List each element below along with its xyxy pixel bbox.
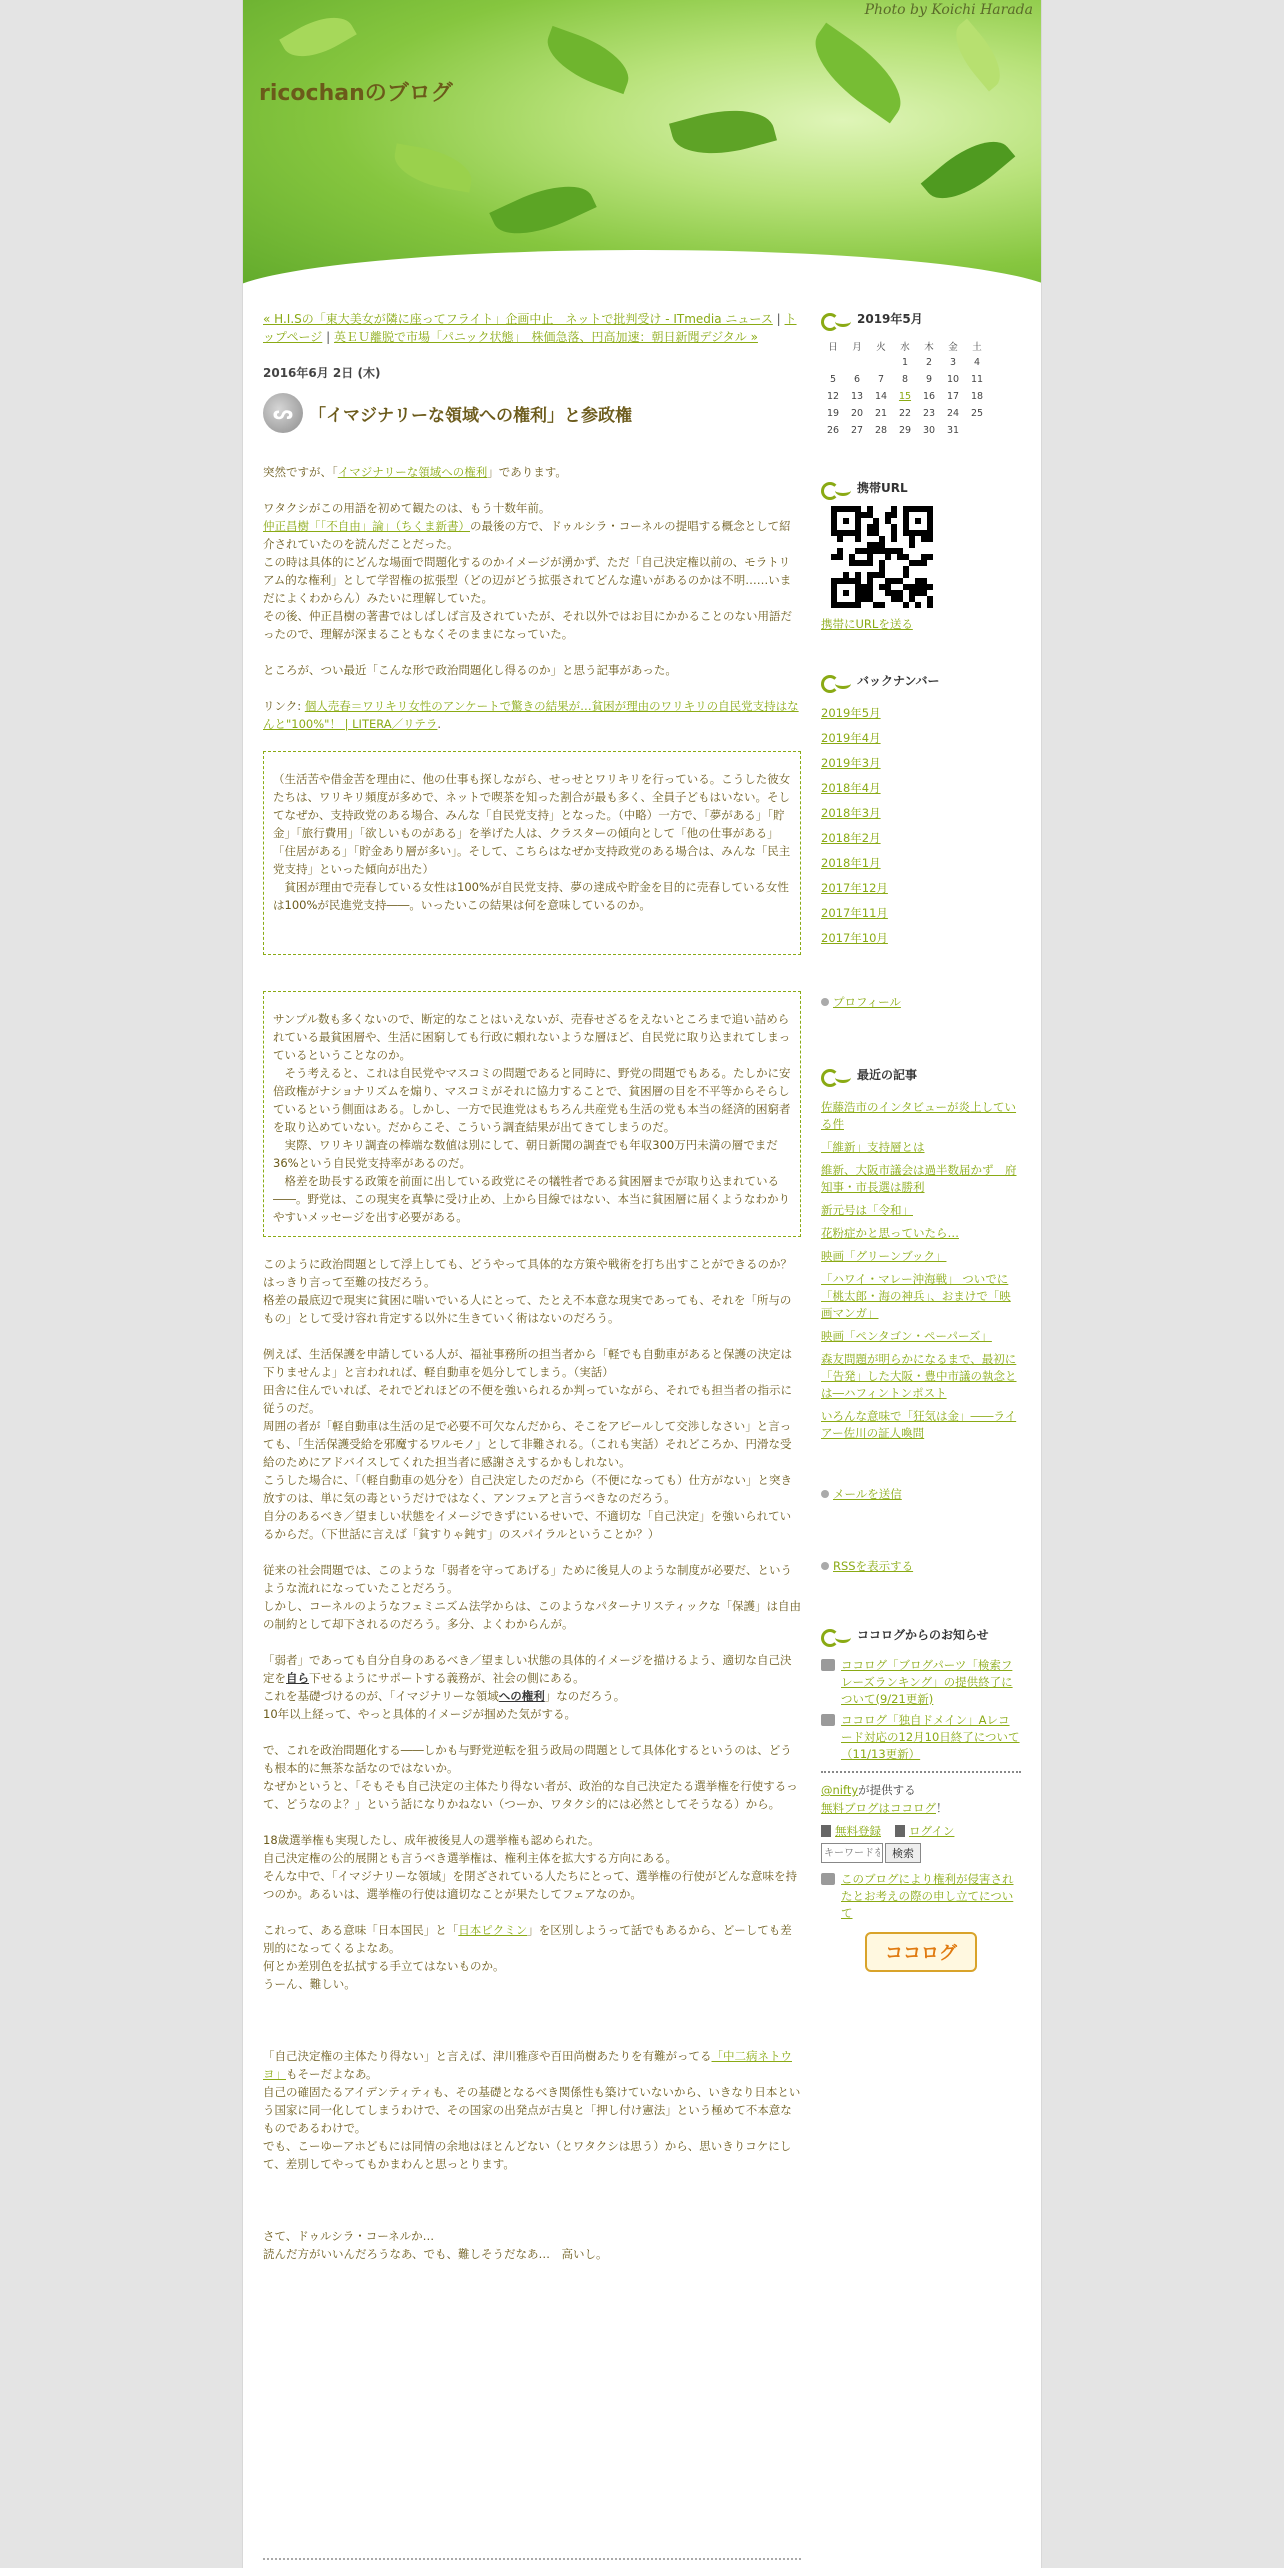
leaf-decoration xyxy=(539,26,637,94)
text: この時は具体的にどんな場面で問題化するのかイメージが湧かず、ただ「自己決定権以前の、モラトリアム的な権利」として学習権の拡張型（どの辺がどう拡張されてどんな違いがあるのかは不明……いまだによくわからん）みたいに理解していた。 xyxy=(263,555,792,605)
emphasis: への権利 xyxy=(498,1689,545,1703)
swirl-icon xyxy=(821,480,853,496)
calendar xyxy=(821,310,1021,439)
paragraph xyxy=(263,697,801,733)
calendar-day xyxy=(965,422,989,439)
leaf-decoration xyxy=(921,126,1016,214)
news-item xyxy=(821,1712,1021,1763)
calendar-table xyxy=(821,337,989,439)
quote-text: （生活苦や借金苦を理由に、他の仕事も探しながら、せっせとワリキリを行っている。こうした彼女たちは、ワリキリ頻度が多めで、ネットで喫茶を知った割合が最も多く、全員子どもはいない。そしてなぜか、支持政党のある場合、みんな「自民党支持」となった。（中略）一方で、「夢がある」「貯金」「旅行費用」「欲しいものがある」を挙げた人は、クラスターの傾向として「他の仕事がある」「住居がある」「貯金あり層が多い」。そして、こちらはなぜか支持政党のある場合は、みんな「民主党支持」といった傾向が出た） xyxy=(273,772,791,876)
calendar-week xyxy=(821,405,989,422)
login-link[interactable]: ログイン xyxy=(909,1824,955,1838)
recent-entry-link[interactable]: 森友問題が明らかになるまで、最初に「告発」した大阪・豊中市議の執念とは―ハフィントンポスト xyxy=(821,1352,1017,1400)
imaginary-domain-link[interactable]: イマジナリーな領域への権利 xyxy=(337,465,488,479)
calendar-day-today[interactable]: 15 xyxy=(898,391,912,402)
news-item xyxy=(821,1657,1021,1708)
bullet-icon xyxy=(821,1562,829,1570)
paragraph xyxy=(263,2227,801,2263)
send-mail-link[interactable]: メールを送信 xyxy=(833,1487,902,1501)
text: . xyxy=(437,717,442,731)
pikmin-link[interactable]: 日本ピクミン xyxy=(458,1923,528,1937)
calendar-day xyxy=(869,354,893,371)
bullet-icon xyxy=(821,1490,829,1498)
calendar-day: 5 xyxy=(829,374,837,385)
text: ワタクシがこの用語を初めて観たのは、もう十数年前。 xyxy=(263,501,551,515)
backnumber-list xyxy=(821,705,1021,946)
text: 「弱者」であっても自分自身のあるべき／望ましい状態の具体的イメージを描けるよう、適切な自己決定を xyxy=(263,1653,792,1685)
weekday: 日 xyxy=(828,341,838,353)
search-button[interactable]: 検索 xyxy=(885,1843,921,1863)
backnumber-item[interactable]: 2017年10月 xyxy=(821,931,888,945)
text: 周囲の者が「軽自動車は生活の足で必要不可欠なんだから、そこをアピールして交渉しなさい」と言っても、「生活保護受給を邪魔するワルモノ」として非難される。（これも実話）それどころか、円滑な受給のためにアドバイスしてくれた担当者に感謝さえするかもしれない。 xyxy=(263,1419,792,1469)
text: 田舎に住んでいれば、それでどれほどの不便を強いられるか判っていながら、それでも担当者の指示に従うのだ。 xyxy=(263,1383,792,1415)
prev-entry-link[interactable]: « H.I.Sの「東大美女が隣に座ってフライト」企画中止 ネットで批判受け - ITmedia ニュース xyxy=(263,312,773,326)
calendar-day: 13 xyxy=(850,391,864,402)
swirl-icon xyxy=(821,1627,853,1643)
calendar-day: 14 xyxy=(874,391,888,402)
qr-module xyxy=(927,602,933,608)
text: 読んだ方がいいんだろうなあ、でも、難しそうだなあ… 高いし。 xyxy=(263,2247,608,2261)
entry-footer-divider xyxy=(263,2558,801,2560)
next-entry-link[interactable]: 英ＥＵ離脱で市場「パニック状態」 株価急落、円高加速：朝日新聞デジタル » xyxy=(333,330,758,344)
text: ！ xyxy=(936,1801,948,1815)
calendar-day: 10 xyxy=(946,374,960,385)
calendar-week xyxy=(821,371,989,388)
paragraph xyxy=(263,1921,801,1993)
text: 」であります。 xyxy=(487,465,567,479)
backnumber-item[interactable]: 2018年3月 xyxy=(821,806,881,820)
backnumber-heading xyxy=(821,672,1021,689)
calendar-day: 18 xyxy=(970,391,984,402)
recent-entry-link[interactable]: 花粉症かと思っていたら… xyxy=(821,1226,959,1240)
leaf-decoration xyxy=(279,5,357,69)
calendar-day: 26 xyxy=(826,425,840,436)
login-icon xyxy=(895,1825,905,1837)
text: なぜかというと、「そもそも自己決定の主体たり得ない者が、政治的な自己決定たる選挙権を行使するって、どうなのよ？」という話になりかねない（つーか、ワタクシ的には必然としてそうなる）から。 xyxy=(263,1779,798,1811)
calendar-day: 16 xyxy=(922,391,936,402)
nifty-link[interactable]: @nifty xyxy=(821,1783,859,1797)
cocolog-news-list xyxy=(821,1657,1021,1763)
calendar-title: 2019年5月 xyxy=(857,312,923,326)
text: もそーだよなあ。 xyxy=(286,2067,378,2081)
weekday: 金 xyxy=(948,341,958,353)
calendar-weekdays xyxy=(821,337,989,354)
blockquote xyxy=(263,991,801,1237)
mail-row xyxy=(821,1486,1021,1502)
quote-text: 格差を助長する政策を前面に出している政党にその犠牲者である貧困層までが取り込まれている――。野党は、この現実を真摯に受け止め、上から目線ではない、本当に貧困層に届くようなわかりやすいメッセージを出す必要がある。 xyxy=(273,1174,791,1224)
account-row xyxy=(821,1823,1021,1839)
bullet-icon xyxy=(821,998,829,1006)
calendar-day: 4 xyxy=(973,357,981,368)
paragraph xyxy=(263,499,801,643)
cocolog-logo[interactable]: ココログ xyxy=(865,1932,977,1972)
spacer xyxy=(263,2029,801,2047)
news-link[interactable]: ココログ「独自ドメイン」Aレコード対応の12月10日終了について（11/13更新） xyxy=(841,1713,1020,1761)
profile-row xyxy=(821,994,1021,1010)
recent-entry-link[interactable]: 映画「グリーンブック」 xyxy=(821,1249,947,1263)
recent-entry-link[interactable]: 新元号は「令和」 xyxy=(821,1203,913,1217)
calendar-day xyxy=(845,354,869,371)
calendar-week xyxy=(821,388,989,405)
entry-title-row xyxy=(263,393,801,433)
calendar-day: 1 xyxy=(901,357,909,368)
nav-separator: | xyxy=(776,312,781,326)
calendar-day: 24 xyxy=(946,408,960,419)
backnumber-item[interactable]: 2018年2月 xyxy=(821,831,881,845)
paragraph: ところが、つい最近「こんな形で政治問題化し得るのか」と思う記事があった。 xyxy=(263,663,677,677)
quote-text: 貧困が理由で売春している女性は100%が自民党支持、夢の達成や貯金を目的に売春している女性は100%が民進党支持――。いったいこの結果は何を意味しているのか。 xyxy=(273,880,789,912)
blog-title[interactable]: ricochanのブログ xyxy=(259,81,453,106)
entry-body xyxy=(263,463,804,2263)
paragraph xyxy=(263,1255,804,1327)
calendar-day: 23 xyxy=(922,408,936,419)
nav-separator: | xyxy=(326,330,331,344)
backnumber-item[interactable]: 2017年12月 xyxy=(821,881,888,895)
weekday: 月 xyxy=(852,341,862,353)
text: これって、ある意味「日本国民」と「 xyxy=(263,1923,459,1937)
weekday: 火 xyxy=(876,341,886,353)
leaf-decoration xyxy=(800,23,916,124)
backnumber-title: バックナンバー xyxy=(857,674,940,688)
text: でも、こーゆーアホどもには同情の余地はほとんどない（とワタクシは思う）から、思いきりコケにして、差別してやってもかまわんと思っとります。 xyxy=(263,2139,792,2171)
paragraph xyxy=(263,1651,801,1723)
top-page-link[interactable]: トップページ xyxy=(263,312,797,344)
text: 自分のあるべき／望ましい状態をイメージできずにいるせいで、不適切な「自己決定」を強いられているからだ。（下世話に言えば「貧すりゃ鈍す」のスパイラルということか？） xyxy=(263,1509,792,1541)
weekday: 木 xyxy=(924,341,934,353)
calendar-heading xyxy=(821,310,1021,327)
report-row xyxy=(821,1871,1021,1922)
photo-credit: Photo by Koichi Harada xyxy=(864,2,1033,18)
mobile-url-section xyxy=(821,479,1021,632)
recent-entry-link[interactable]: 佐藤浩市のインタビューが炎上している件 xyxy=(821,1100,1017,1131)
calendar-day: 3 xyxy=(949,357,957,368)
text: 」なのだろう。 xyxy=(544,1689,626,1703)
page xyxy=(242,0,1042,2568)
leaf-decoration xyxy=(489,171,597,250)
text: の最後の方で、ドゥルシラ・コーネルの提唱する概念として紹介されていたのを読んだことだった。 xyxy=(263,519,791,551)
qr-code-icon xyxy=(831,506,933,608)
report-item xyxy=(821,1871,1021,1922)
book-link[interactable]: 仲正昌樹「「不自由」論」（ちくま新書） xyxy=(263,519,470,533)
weekday: 水 xyxy=(900,341,910,353)
text: さて、ドゥルシラ・コーネルか… xyxy=(263,2229,435,2243)
send-url-link[interactable]: 携帯にURLを送る xyxy=(821,617,913,631)
recent-entries-list xyxy=(821,1099,1021,1442)
calendar-day: 30 xyxy=(922,425,936,436)
calendar-day: 25 xyxy=(970,408,984,419)
quote-text: 実際、ワリキリ調査の棒端な数値は別にして、朝日新聞の調査でも年収300万円未満の層でまだ36%という自民党支持率があるのだ。 xyxy=(273,1138,778,1170)
backnumber-item[interactable]: 2019年4月 xyxy=(821,731,881,745)
text: 突然ですが、「 xyxy=(263,465,338,479)
recent-entry-link[interactable]: 維新、大阪市議会は過半数届かず 府知事・市長選は勝利 xyxy=(821,1163,1017,1194)
swirl-icon xyxy=(821,311,853,327)
calendar-week xyxy=(821,354,989,371)
rights-report-link[interactable]: このブログにより権利が侵害されたとお考えの際の申し立てについて xyxy=(841,1872,1014,1920)
calendar-week xyxy=(821,422,989,439)
paragraph xyxy=(263,463,801,481)
litera-article-link[interactable]: 個人売春＝ワリキリ女性のアンケートで驚きの結果が…貧困が理由のワリキリの自民党支持はなんと"100%"！ | LITERA／リテラ xyxy=(263,699,799,731)
calendar-day: 2 xyxy=(925,357,933,368)
recent-entries-title: 最近の記事 xyxy=(857,1068,918,1082)
leaf-decoration xyxy=(669,98,777,166)
blockquote xyxy=(263,751,801,955)
paragraph xyxy=(263,1561,801,1633)
text: 格差の最底辺で現実に貧困に喘いでいる人にとって、たとえ不本意な現実であっても、それを「所与のもの」として受け容れ肯定する以外に生きていく術はないのだろう。 xyxy=(263,1293,792,1325)
calendar-day: 19 xyxy=(826,408,840,419)
mobile-url-title: 携帯URL xyxy=(857,481,908,495)
calendar-day: 29 xyxy=(898,425,912,436)
paragraph xyxy=(263,1741,801,1813)
text: これを基礎づけるのが、「イマジナリーな領域 xyxy=(263,1689,499,1703)
recent-entry-link[interactable]: 「ハワイ・マレー沖海戦」 ついでに「桃太郎・海の神兵」、おまけで「映画マンガ」 xyxy=(821,1272,1011,1320)
cocolog-news-title: ココログからのお知らせ xyxy=(857,1628,989,1642)
text: このように政治問題として浮上しても、どうやって具体的な方策や戦術を打ち出すことができるのか？ はっきり言って至難の技だろう。 xyxy=(263,1257,804,1289)
text: 自己決定権の公的展開とも言うべき選挙権は、権利主体を拡大する方向にある。 xyxy=(263,1851,677,1865)
news-icon xyxy=(821,1659,835,1671)
text: そんな中で、「イマジナリーな領域」を閉ざされている人たちにとって、選挙権の行使がどんな意味を持つのか。あるいは、選挙権の行使は適切なことが果たしてフェアなのか。 xyxy=(263,1869,798,1901)
text: リンク: xyxy=(263,699,305,713)
text: 「自己決定権の主体たり得ない」と言えば、津川雅彦や百田尚樹あたりを有難がってる xyxy=(263,2049,712,2063)
calendar-day: 7 xyxy=(877,374,885,385)
rss-row xyxy=(821,1558,1021,1574)
entry-title: 「イマジナリーな領域への権利」と参政権 xyxy=(309,405,632,426)
calendar-day: 20 xyxy=(850,408,864,419)
recent-entries-section xyxy=(821,1066,1021,1442)
backnumber-item[interactable]: 2017年11月 xyxy=(821,906,888,920)
paragraph xyxy=(263,1831,801,1903)
signup-icon xyxy=(821,1825,831,1837)
backnumber-item[interactable]: 2018年1月 xyxy=(821,856,881,870)
text: しかし、コーネルのようなフェミニズム法学からは、このようなパターナリスティックな「保護」は自由の制約として却下されるのだろう。多分、よくわからんが。 xyxy=(263,1599,801,1631)
text: 例えば、生活保護を申請している人が、福祉事務所の担当者から「軽でも自動車があると保護の決定は下りませんよ」と言われれば、軽自動車を処分してしまう。（実話） xyxy=(263,1347,792,1379)
provided-by xyxy=(821,1781,1021,1817)
quote-text: そう考えると、これは自民党やマスコミの問題であると同時に、野党の問題でもある。たしかに安倍政権がナショナリズムを煽り、マスコミがそれに協力することで、貧困層の目を不平等からそらしているという側面はある。しかし、一方で民進党はもちろん共産党も生活の党も本当の経済的困窮者を取り込めていない。だからこそ、こういう調査結果が出てきてしまうのだ。 xyxy=(273,1066,791,1134)
text: 」を区別しようって話でもあるから、どーしても差別的になってくるよなあ。 xyxy=(263,1923,792,1955)
calendar-day: 9 xyxy=(925,374,933,385)
text: 自己の確固たるアイデンティティも、その基礎となるべき関係性も築けていないから、いきなり日本という国家に同一化してしまうわけで、その国家の出発点が古臭と「押し付け憲法」という極めて不本意なものであるわけで。 xyxy=(263,2085,801,2135)
leaf-decoration xyxy=(944,19,1012,92)
calendar-day: 17 xyxy=(946,391,960,402)
report-icon xyxy=(821,1873,835,1885)
spacer xyxy=(263,2011,801,2029)
sidebar xyxy=(821,310,1021,1972)
text: 下せるようにサポートする義務が、社会の側にある。 xyxy=(309,1671,585,1685)
paragraph xyxy=(263,1345,801,1543)
text: 従来の社会問題では、このような「弱者を守ってあげる」ために後見人のような制度が必要だ、というような流れになっていたことだろう。 xyxy=(263,1563,792,1595)
quote-text: サンプル数も多くないので、断定的なことはいえないが、売春せざるをえないところまで追い詰められている最貧困層や、生活に困窮しても行政に頼れないような層ほど、自民党に取り込まれてしまっているということなのか。 xyxy=(273,1012,791,1062)
calendar-day: 31 xyxy=(946,425,960,436)
free-blog-link[interactable]: 無料ブログはココログ xyxy=(821,1801,936,1815)
spacer xyxy=(263,2209,801,2227)
signup-link[interactable]: 無料登録 xyxy=(835,1824,881,1838)
search-form xyxy=(821,1843,1021,1863)
recent-entry-link[interactable]: 映画「ペンタゴン・ペーパーズ」 xyxy=(821,1329,992,1343)
calendar-day xyxy=(821,354,845,371)
emphasis: 自ら xyxy=(286,1671,309,1685)
text: で、これを政治問題化する――しかも与野党逆転を狙う政局の問題として具体化するというのは、どうも根本的に無茶な話なのではないか。 xyxy=(263,1743,792,1775)
text: 18歳選挙権も実現したし、成年被後見人の選挙権も認められた。 xyxy=(263,1833,600,1847)
text: うーん、難しい。 xyxy=(263,1977,356,1991)
backnumber-item[interactable]: 2019年5月 xyxy=(821,706,881,720)
recent-entry-link[interactable]: いろんな意味で「狂気は金」――ライアー佐川の証人喚問 xyxy=(821,1409,1017,1440)
swirl-icon xyxy=(821,673,853,689)
cocolog-news-section xyxy=(821,1626,1021,1972)
calendar-day: 27 xyxy=(850,425,864,436)
header-banner xyxy=(243,0,1042,300)
backnumber-section xyxy=(821,672,1021,946)
entry-navigation xyxy=(263,310,801,346)
calendar-day: 22 xyxy=(898,408,912,419)
calendar-day: 11 xyxy=(970,374,984,385)
profile-link[interactable]: プロフィール xyxy=(833,995,901,1009)
date-header: 2016年6月 2日 (木) xyxy=(263,366,381,380)
recent-entries-heading xyxy=(821,1066,1021,1083)
main-column xyxy=(263,310,804,2281)
recent-entry-link[interactable]: 「維新」支持層とは xyxy=(821,1140,925,1154)
text: こうした場合に、「（軽自動車の処分を）自己決定したのだから（不便になっても）仕方がない」と突き放すのは、単に気の毒というだけではなく、アンフェアと言うべきなのだろう。 xyxy=(263,1473,792,1505)
mobile-url-heading xyxy=(821,479,1021,496)
entry-swirl-icon: ᔕ xyxy=(263,393,303,433)
weekday: 土 xyxy=(972,341,982,353)
swirl-icon xyxy=(821,1067,853,1083)
news-icon xyxy=(821,1714,835,1726)
divider xyxy=(821,1771,1021,1773)
search-input[interactable] xyxy=(821,1843,883,1863)
calendar-day: 12 xyxy=(826,391,840,402)
backnumber-item[interactable]: 2019年3月 xyxy=(821,756,881,770)
banner-curve xyxy=(243,250,1042,300)
news-link[interactable]: ココログ「ブログパーツ「検索フレーズランキング」の提供終了について(9/21更新) xyxy=(841,1658,1013,1706)
leaf-decoration xyxy=(390,143,475,192)
netouyo-link[interactable]: 「中二病ネトウヨ」 xyxy=(263,2049,792,2081)
text: が提供する xyxy=(858,1783,916,1797)
spacer xyxy=(263,973,801,991)
text: その後、仲正昌樹の著書ではしばしば言及されていたが、それ以外ではお目にかかることのない用語だったので、理解が深まることもなくそのままになっていた。 xyxy=(263,609,792,641)
calendar-day: 8 xyxy=(901,374,909,385)
calendar-day: 28 xyxy=(874,425,888,436)
rss-link[interactable]: RSSを表示する xyxy=(833,1559,914,1573)
backnumber-item[interactable]: 2018年4月 xyxy=(821,781,881,795)
text: 何とか差別色を払拭する手立てはないものか。 xyxy=(263,1959,505,1973)
spacer xyxy=(263,2191,801,2209)
calendar-day: 6 xyxy=(853,374,861,385)
text: 10年以上経って、やっと具体的イメージが掴めた気がする。 xyxy=(263,1707,577,1721)
cocolog-news-heading xyxy=(821,1626,1021,1643)
calendar-day: 21 xyxy=(874,408,888,419)
paragraph xyxy=(263,2047,801,2173)
